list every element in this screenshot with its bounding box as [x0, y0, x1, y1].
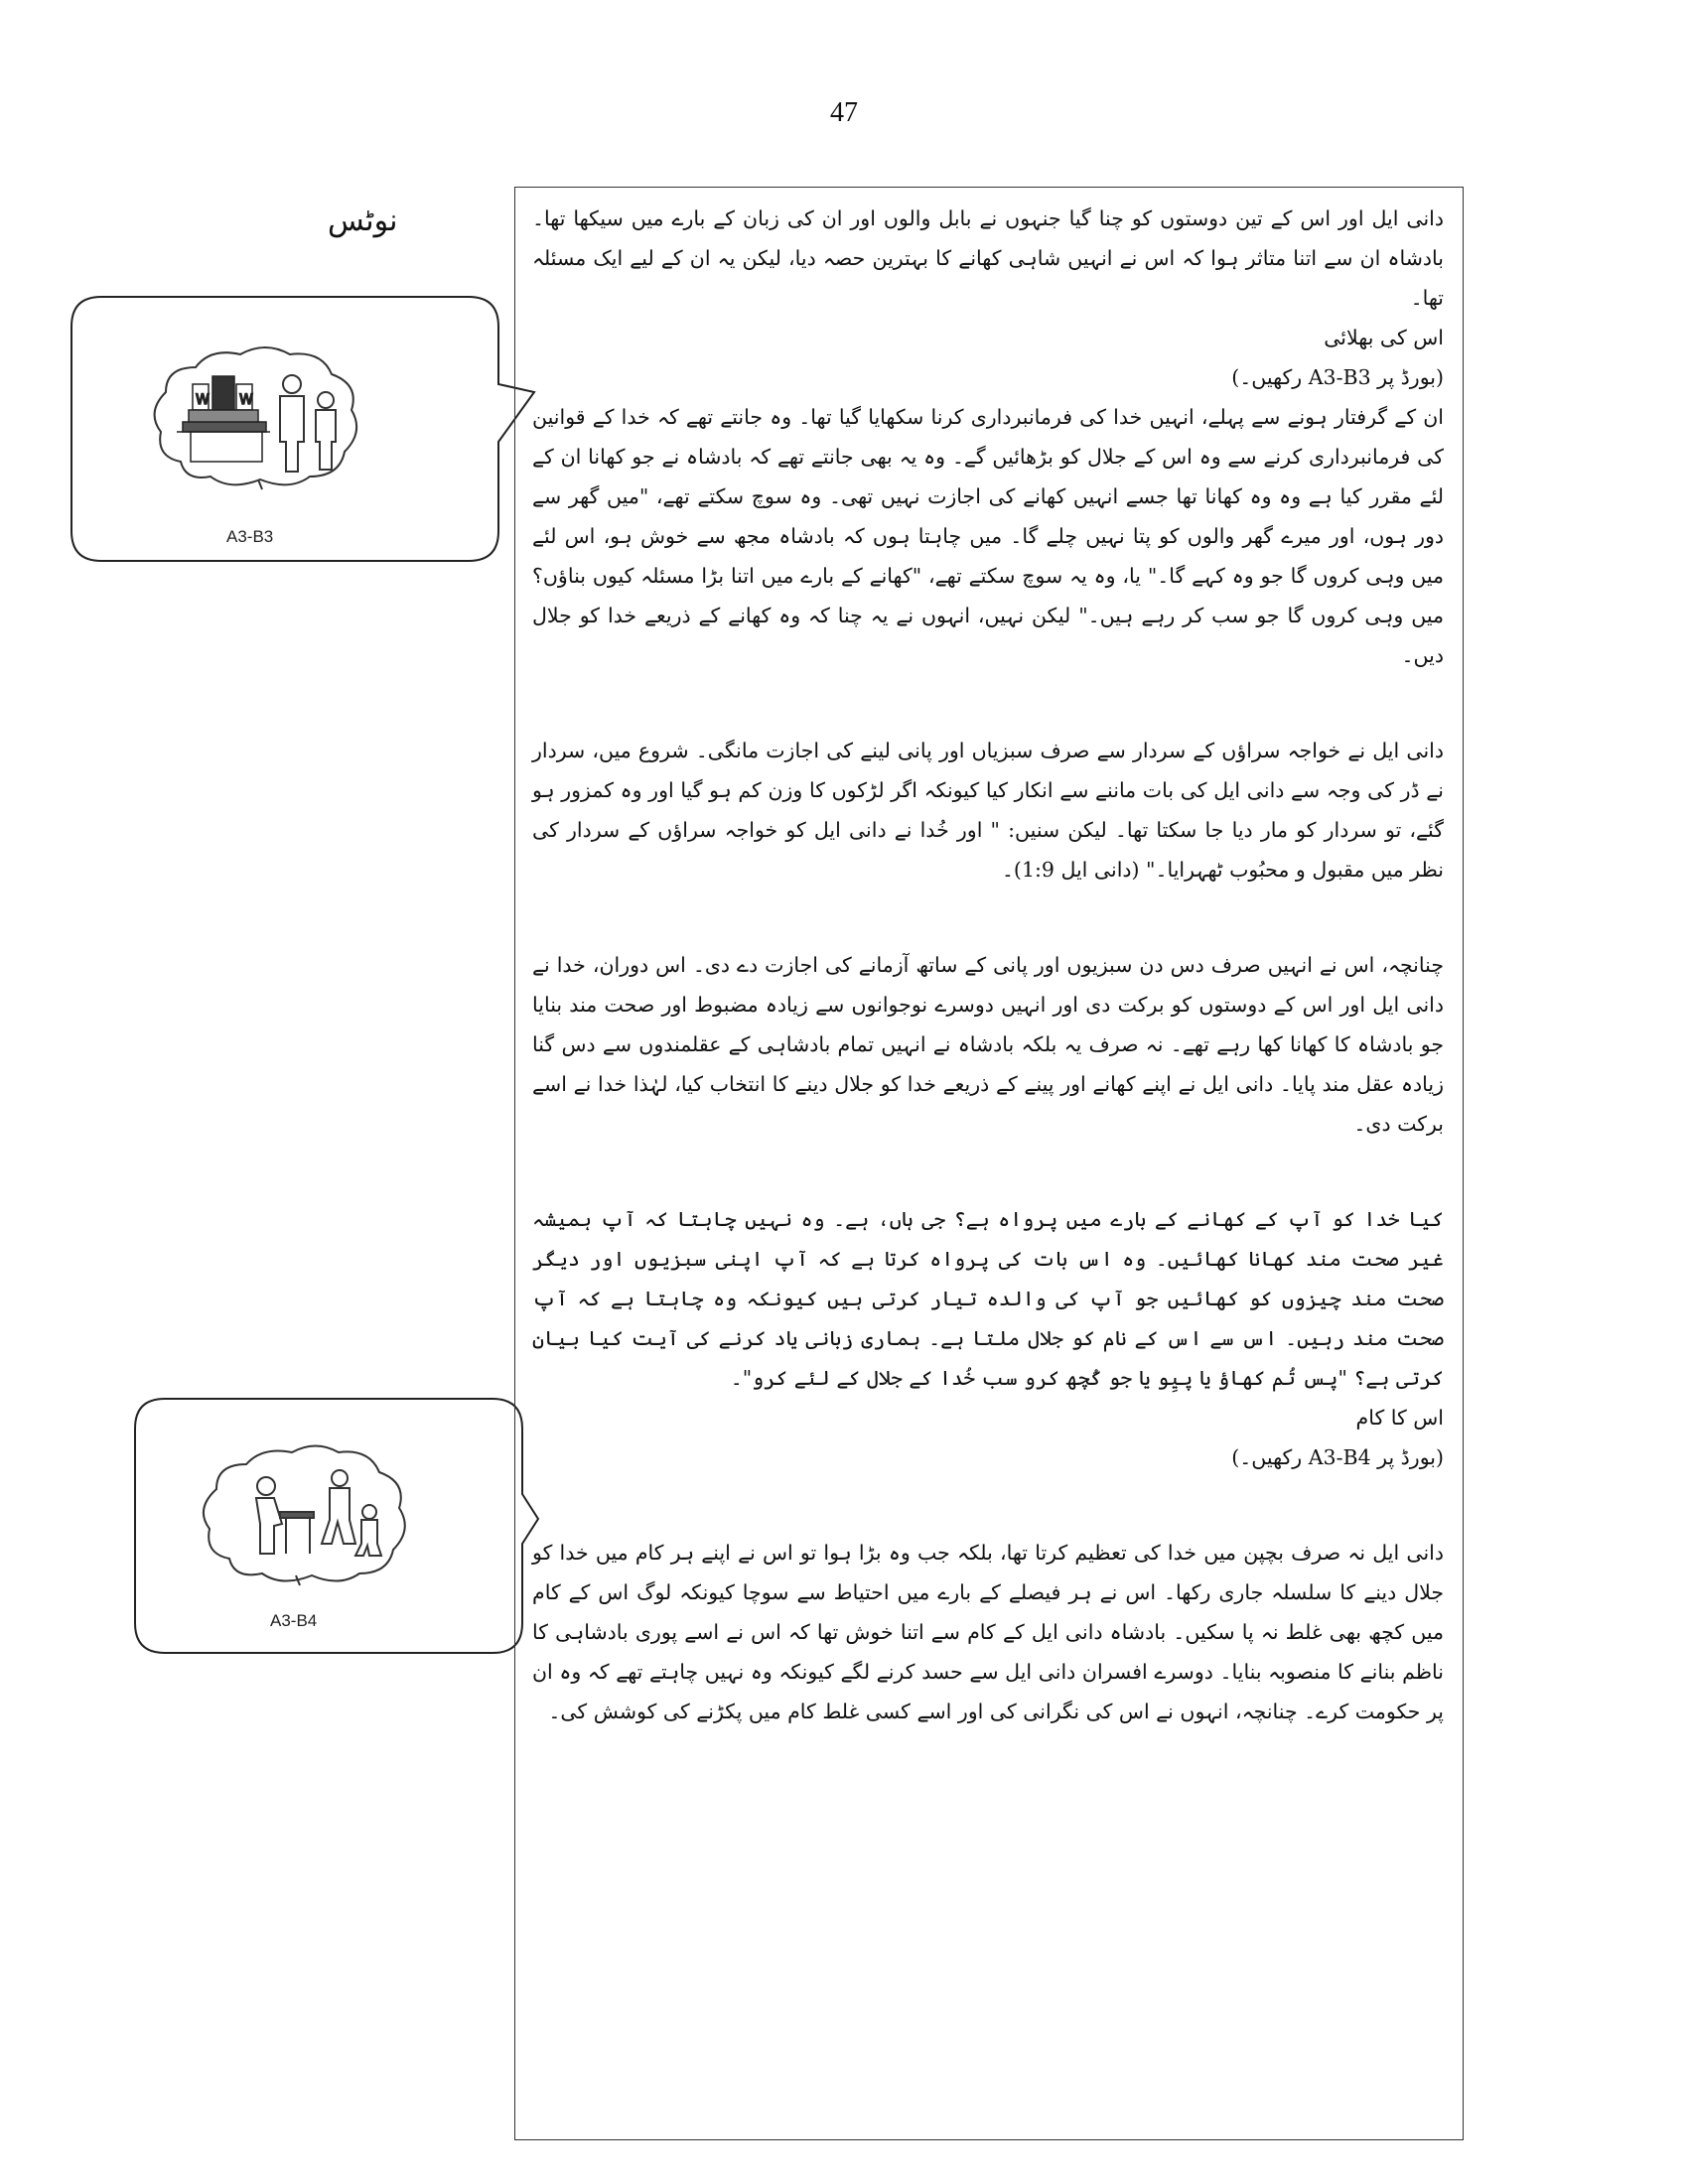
board-instruction-a3-b3: (بورڈ پر A3-B3 رکھیں۔): [1231, 365, 1444, 389]
speech-bubble-a3-b3: [62, 293, 548, 581]
board-instruction-a3-b4: (بورڈ پر A3-B4 رکھیں۔): [1231, 1445, 1444, 1469]
food-table-icon: [177, 410, 270, 462]
section-heading-his-work: اس کا کام: [1355, 1406, 1444, 1430]
svg-text:W: W: [196, 392, 210, 408]
figure-label-a3-b3: A3-B3: [226, 527, 274, 546]
page-number: 47: [830, 97, 858, 128]
speech-bubble-a3-b4: [125, 1395, 552, 1668]
figure-label-a3-b4: A3-B4: [270, 1611, 318, 1630]
paragraph-ten-day-test: چنانچہ، اس نے انہیں صرف دس دن سبزیوں اور پانی کے ساتھ آزمانے کی اجازت دے دی۔ اس دوران، خدا نے دانی ایل اور اس کے دوستوں کو برکت دی اور انہیں دوسرے نوجوانوں سے زیادہ مضبوط اور صحت مند بنایا جو بادشاہ کا کھانا کھا رہے تھے۔ نہ صرف یہ بلکہ بادشاہ نے انہیں تمام بادشاہی کے عقلمندوں سے دس گنا زیادہ عقل مند پایا۔ دانی ایل نے اپنے کھانے اور پینے کے ذریعے خدا کو جلال دینے کا انتخاب کیا، لہٰذا خدا نے اسے برکت دی۔: [532, 953, 1445, 1136]
notes-label: نوٹس: [328, 204, 398, 238]
section-heading-his-goodness: اس کی بھلائی: [1324, 326, 1444, 349]
callout-figure-a3-b4: [125, 1395, 552, 1668]
paragraph-vegetables-request: دانی ایل نے خواجہ سراؤں کے سردار سے صرف سبزیاں اور پانی لینے کی اجازت مانگی۔ شروع میں، سردار نے ڈر کی وجہ سے دانی ایل کی بات ماننے سے انکار کیا کیونکہ اگر لڑکوں کا وزن کم ہو گیا اور وہ کمزور ہو گئے، تو سردار کو مار دیا جا سکتا تھا۔ لیکن سنیں: " اور خُدا نے دانی ایل کو خواجہ سراؤں کے سردار کی نظر میں مقبول و محبُوب ٹھہرایا۔" (دانی ایل 1:9)۔: [532, 739, 1444, 882]
paragraph-intro: دانی ایل اور اس کے تین دوستوں کو چنا گیا جنہوں نے بابل والوں اور ان کی زبان کے بارے میں سیکھا تھا۔ بادشاہ ان سے اتنا متاثر ہوا کہ اس نے انہیں شاہی کھانے کا بہترین حصہ دیا، لیکن یہ ان کے لیے ایک مسئلہ تھا۔: [532, 206, 1444, 310]
callout-figure-a3-b3: [62, 293, 548, 581]
paragraph-obedience: ان کے گرفتار ہونے سے پہلے، انہیں خدا کی فرمانبرداری کرنا سکھایا گیا تھا۔ وہ جانتے تھے کہ خدا کے قوانین کی فرمانبرداری کرنے سے وہ اس کے جلال کو بڑھائیں گے۔ وہ یہ بھی جانتے تھے کہ بادشاہ نے جو کھانا ان کے لئے مقرر کیا ہے وہ وہ کھانا تھا جسے انہیں کھانے کی اجازت نہیں تھی۔ وہ سوچ سکتے تھے، "میں گھر سے دور ہوں، اور میرے گھر والوں کو پتا نہیں چلے گا۔ میں چاہتا ہوں کہ بادشاہ مجھ سے خوش ہو، اس لئے میں وہی کروں گا جو وہ کہے گا۔" یا، وہ یہ سوچ سکتے تھے، "کھانے کے بارے میں اتنا بڑا مسئلہ کیوں بناؤں؟ میں وہی کروں گا جو سب کر رہے ہیں۔" لیکن نہیں، انہوں نے یہ چنا کہ وہ کھانے کے ذریعے خدا کو جلال دیں۔: [532, 405, 1444, 667]
svg-text:W: W: [239, 392, 253, 408]
paragraph-god-cares-food: کیا خدا کو آپ کے کھانے کے بارے میں پرواہ ہے؟ جی ہاں، ہے۔ وہ نہیں چاہتا کہ آپ ہمیشہ غیر صحت مند کھانا کھائیں۔ وہ اس بات کی پرواہ کرتا ہے کہ آپ اپنی سبزیوں اور دیگر صحت مند چیزوں کو کھائیں جو آپ کی والدہ تیار کرتی ہیں کیونکہ وہ چاہتا ہے کہ آپ صحت مند رہیں۔ اس سے اس کے نام کو جلال ملتا ہے۔ ہماری زبانی یاد کرنے کی آیت کیا بیان کرتی ہے؟ "پس تُم کھاؤ یا پیِو یا جو کُچھ کرو سب خُدا کے جلال کے لئے کرو"۔: [532, 1207, 1444, 1390]
paragraph-daniel-work: دانی ایل نہ صرف بچپن میں خدا کی تعظیم کرتا تھا، بلکہ جب وہ بڑا ہوا تو اس نے اپنے ہر کام میں خدا کو جلال دینے کا سلسلہ جاری رکھا۔ اس نے ہر فیصلے کے بارے میں احتیاط سے سوچا کیونکہ لوگ اس کے کام میں کچھ بھی غلط نہ پا سکیں۔ بادشاہ دانی ایل کے کام سے اتنا خوش تھا کہ اس نے اسے پوری بادشاہی کا ناظم بنانے کا منصوبہ بنایا۔ دوسرے افسران دانی ایل سے حسد کرنے لگے کیونکہ وہ نہیں چاہتے تھے کہ وہ ان پر حکومت کرے۔ چنانچہ، انہوں نے اس کی نگرانی کی اور اسے کسی غلط کام میں پکڑنے کی کوشش کی۔: [532, 1541, 1444, 1723]
lesson-content: [532, 199, 1444, 1731]
